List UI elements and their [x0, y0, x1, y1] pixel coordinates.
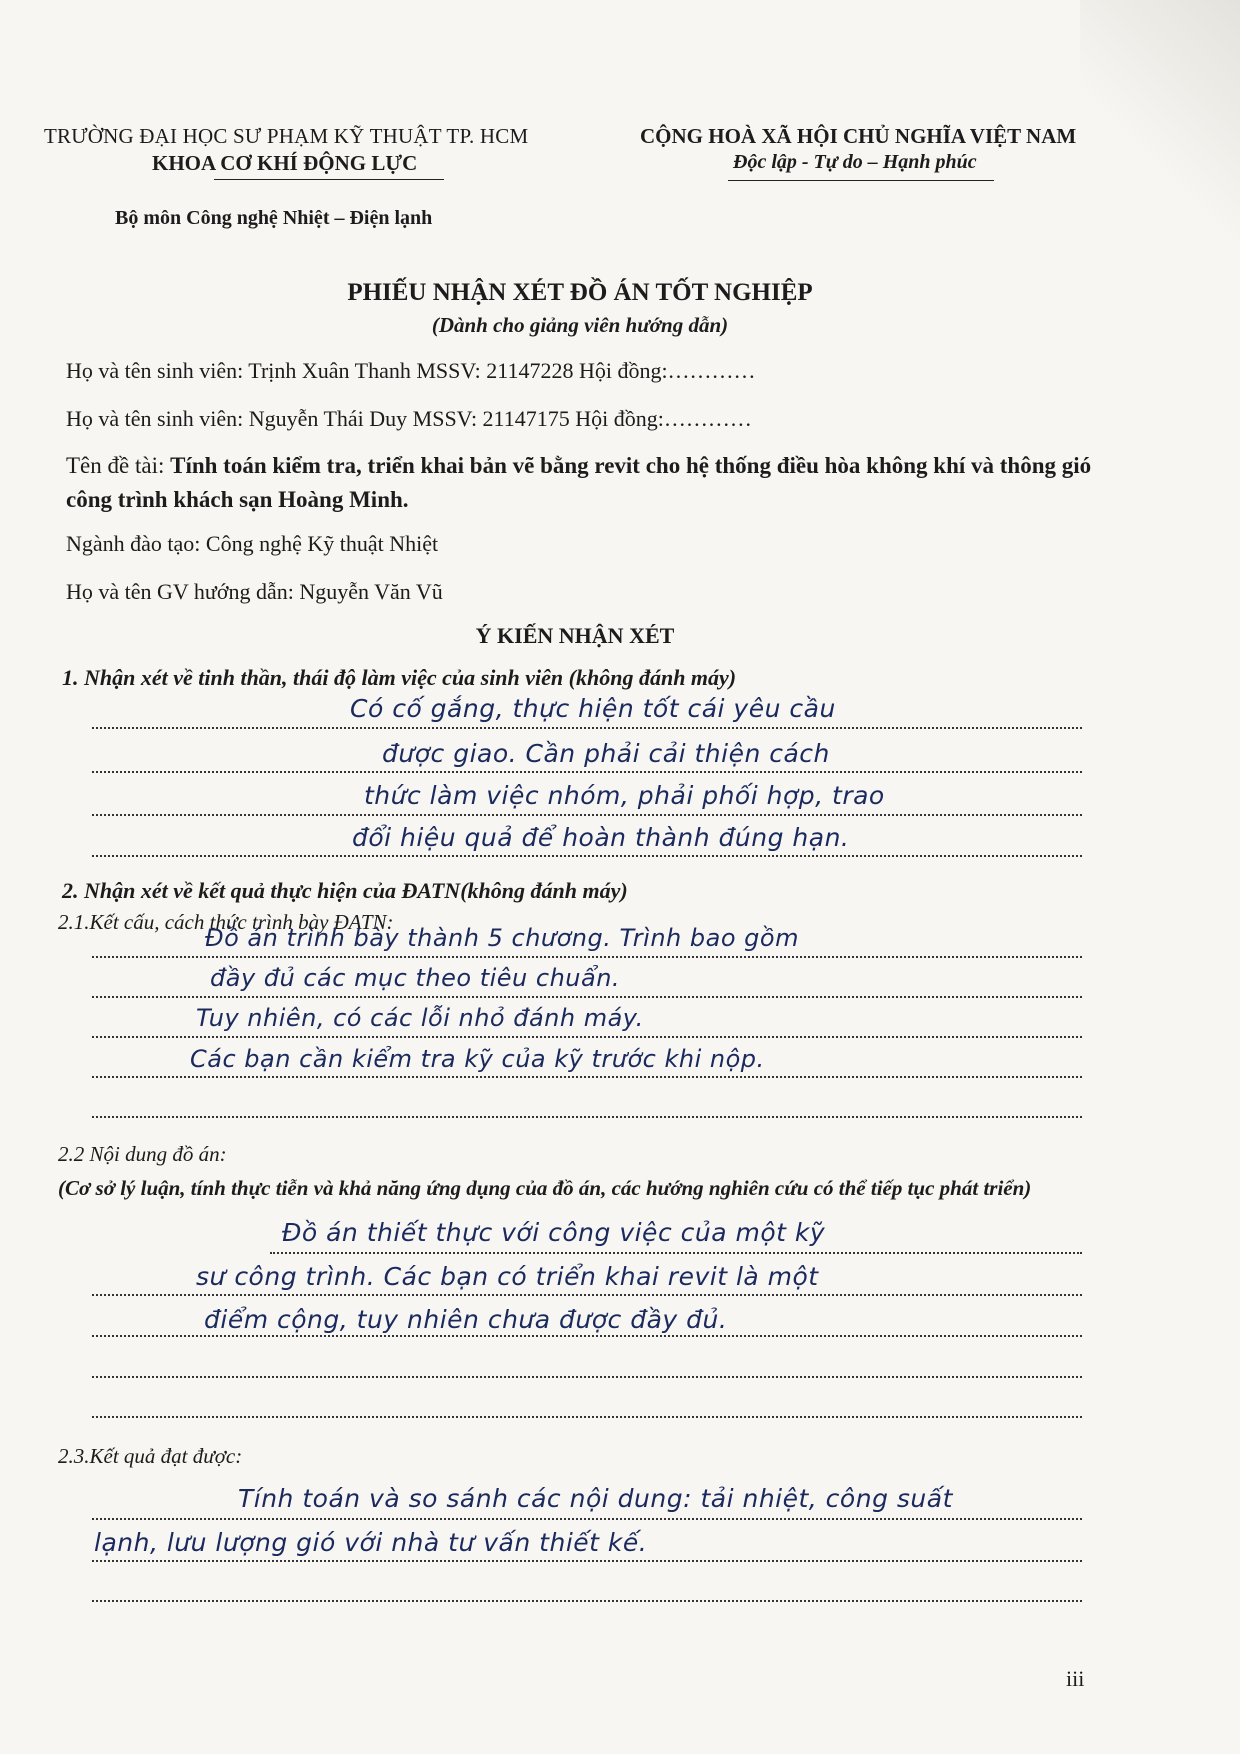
handwritten-comment: Đồ án trình bày thành 5 chương. Trình bao gồm	[205, 924, 799, 952]
dotted-answer-line	[92, 1600, 1082, 1602]
handwritten-comment: được giao. Cần phải cải thiện cách	[382, 739, 830, 768]
section-2-2-label: 2.2 Nội dung đồ án:	[58, 1142, 227, 1166]
handwritten-comment: lạnh, lưu lượng gió với nhà tư vấn thiết kế.	[94, 1528, 648, 1557]
student-info-line: Họ và tên sinh viên: Trịnh Xuân Thanh MSSV: 21147228 Hội đồng:…………	[66, 358, 756, 383]
dotted-answer-line	[92, 1076, 1082, 1078]
dotted-answer-line	[92, 1416, 1082, 1418]
handwritten-comment: Tính toán và so sánh các nội dung: tải nhiệt, công suất	[238, 1484, 953, 1513]
faculty-name: KHOA CƠ KHÍ ĐỘNG LỰC	[152, 151, 418, 175]
section-2-3-label: 2.3.Kết quả đạt được:	[58, 1444, 243, 1468]
dotted-answer-line	[92, 996, 1082, 998]
dotted-answer-line	[270, 1252, 1082, 1254]
dotted-answer-line	[92, 1335, 1082, 1337]
handwritten-comment: Các bạn cần kiểm tra kỹ của kỹ trước khi nộp.	[190, 1045, 765, 1073]
advisor-line: Họ và tên GV hướng dẫn: Nguyễn Văn Vũ	[66, 579, 443, 604]
section-2-heading: 2. Nhận xét về kết quả thực hiện của ĐATN(không đánh máy)	[62, 878, 628, 903]
handwritten-comment: đổi hiệu quả để hoàn thành đúng hạn.	[352, 823, 850, 852]
dotted-answer-line	[92, 1376, 1082, 1378]
dotted-answer-line	[92, 814, 1082, 816]
dotted-answer-line	[92, 771, 1082, 773]
motto-underline	[728, 180, 994, 181]
country-name: CỘNG HOÀ XÃ HỘI CHỦ NGHĨA VIỆT NAM	[640, 124, 1077, 148]
handwritten-comment: Có cố gắng, thực hiện tốt cái yêu cầu	[350, 694, 836, 723]
opinion-heading: Ý KIẾN NHẬN XÉT	[475, 623, 675, 648]
section-2-2-description: (Cơ sở lý luận, tính thực tiễn và khả năng ứng dụng của đồ án, các hướng nghiên cứu có thể tiếp tục phát triển)	[58, 1176, 1032, 1200]
university-name: TRƯỜNG ĐẠI HỌC SƯ PHẠM KỸ THUẬT TP. HCM	[44, 124, 529, 148]
handwritten-comment: điểm cộng, tuy nhiên chưa được đầy đủ.	[204, 1305, 728, 1334]
thesis-topic	[66, 449, 1096, 517]
handwritten-comment: thức làm việc nhóm, phải phối hợp, trao	[364, 781, 885, 810]
section-2-1-label: 2.1.Kết cấu, cách thức trình bày ĐATN:	[58, 910, 394, 934]
dotted-answer-line	[92, 1518, 1082, 1520]
handwritten-comment: Đồ án thiết thực với công việc của một kỹ	[282, 1218, 826, 1247]
national-motto: Độc lập - Tự do – Hạnh phúc	[733, 151, 977, 173]
page-corner-shadow	[1080, 0, 1240, 260]
section-1-heading: 1. Nhận xét về tinh thần, thái độ làm việc của sinh viên (không đánh máy)	[62, 665, 737, 690]
dotted-answer-line	[92, 1116, 1082, 1118]
handwritten-comment: Tuy nhiên, có các lỗi nhỏ đánh máy.	[196, 1004, 644, 1032]
form-title: PHIẾU NHẬN XÉT ĐỒ ÁN TỐT NGHIỆP	[347, 279, 813, 306]
topic-value: Tính toán kiểm tra, triển khai bản vẽ bằng revit cho hệ thống điều hòa không khí và thông gió công trình khách sạn Hoàng Minh.	[66, 453, 1092, 512]
handwritten-comment: sư công trình. Các bạn có triển khai revit là một	[196, 1262, 819, 1291]
major-line: Ngành đào tạo: Công nghệ Kỹ thuật Nhiệt	[66, 531, 439, 556]
topic-label: Tên đề tài:	[66, 453, 171, 478]
dotted-answer-line	[92, 1294, 1082, 1296]
dotted-answer-line	[92, 1560, 1082, 1562]
faculty-underline	[214, 179, 444, 180]
dotted-answer-line	[92, 956, 1082, 958]
page-number: iii	[1066, 1666, 1085, 1691]
dotted-answer-line	[92, 727, 1082, 729]
form-subtitle: (Dành cho giảng viên hướng dẫn)	[431, 313, 729, 337]
student-info-line: Họ và tên sinh viên: Nguyễn Thái Duy MSSV: 21147175 Hội đồng:…………	[66, 406, 752, 431]
department-name: Bộ môn Công nghệ Nhiệt – Điện lạnh	[115, 207, 433, 229]
handwritten-comment: đầy đủ các mục theo tiêu chuẩn.	[210, 964, 621, 992]
dotted-answer-line	[92, 1036, 1082, 1038]
dotted-answer-line	[92, 855, 1082, 857]
